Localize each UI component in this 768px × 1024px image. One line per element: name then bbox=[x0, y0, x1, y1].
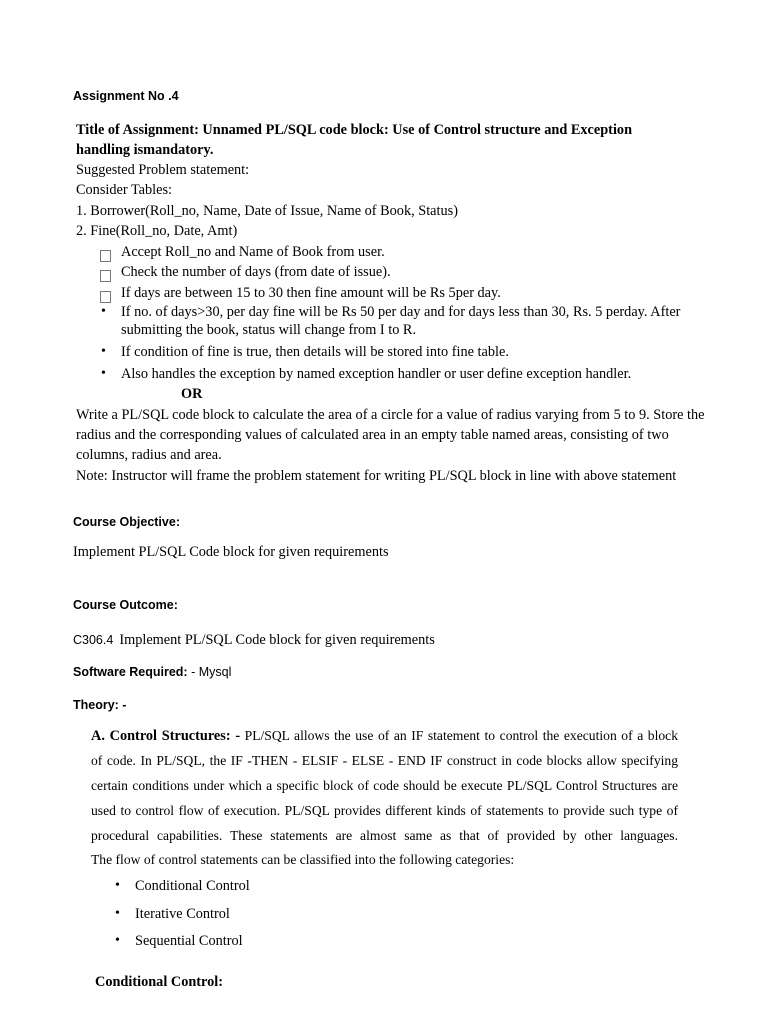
instructor-note: Note: Instructor will frame the problem statement for writing PL/SQL block in line with above statement bbox=[76, 468, 677, 484]
course-objective-heading: Course Objective: bbox=[73, 515, 180, 529]
bullet-dot-icon: • bbox=[115, 878, 120, 893]
assignment-title-line2: handling ismandatory. bbox=[76, 142, 214, 158]
bullet-dot-icon: • bbox=[115, 906, 120, 921]
control-structures-line bbox=[91, 728, 678, 753]
table-item-fine: 2. Fine(Roll_no, Date, Amt) bbox=[76, 223, 238, 239]
theory-heading: Theory: - bbox=[73, 698, 127, 712]
step-item: If condition of fine is true, then details will be stored into fine table. bbox=[121, 344, 509, 360]
conditional-control-heading: Conditional Control: bbox=[95, 974, 224, 990]
control-structures-line: procedural capabilities. These statements are almost same as that of provided by other languages. bbox=[91, 828, 678, 843]
course-objective-text: Implement PL/SQL Code block for given requirements bbox=[73, 544, 389, 560]
course-outcome-heading: Course Outcome: bbox=[73, 598, 178, 612]
suggested-problem-label: Suggested Problem statement: bbox=[76, 162, 250, 178]
control-structures-line: The flow of control statements can be classified into the following categories: bbox=[91, 852, 515, 867]
control-structures-line: certain conditions under which a specific block of code should be execute PL/SQL Control Structures are bbox=[91, 778, 678, 793]
control-structures-line: of code. In PL/SQL, the IF -THEN - ELSIF - ELSE - END IF construct in code blocks allow specifying bbox=[91, 753, 678, 768]
category-item: Conditional Control bbox=[135, 878, 250, 894]
assignment-number: Assignment No .4 bbox=[73, 89, 179, 103]
control-structures-line: used to control flow of execution. PL/SQL provides different kinds of statements to provide such type of bbox=[91, 803, 678, 818]
assignment-title-line1: Title of Assignment: Unnamed PL/SQL code block: Use of Control structure and Exception bbox=[76, 122, 633, 138]
step-item: If no. of days>30, per day fine will be Rs 50 per day and for days less than 30, Rs. 5 perday. After bbox=[121, 304, 681, 320]
course-outcome-code: C306.4 bbox=[73, 633, 114, 647]
box-bullet-icon bbox=[100, 268, 111, 286]
category-item: Sequential Control bbox=[135, 933, 243, 949]
category-item: Iterative Control bbox=[135, 906, 230, 922]
step-item: If days are between 15 to 30 then fine amount will be Rs 5per day. bbox=[121, 285, 501, 301]
software-required-value: - Mysql bbox=[187, 665, 232, 679]
control-structures-heading: A. Control Structures: - bbox=[91, 728, 241, 744]
or-separator: OR bbox=[181, 386, 203, 402]
consider-tables-label: Consider Tables: bbox=[76, 182, 173, 198]
step-item: Also handles the exception by named exception handler or user define exception handler. bbox=[121, 366, 632, 382]
course-outcome-text: Implement PL/SQL Code block for given requirements bbox=[119, 632, 435, 648]
step-item: Accept Roll_no and Name of Book from user. bbox=[121, 244, 385, 260]
box-bullet-icon bbox=[100, 248, 111, 266]
step-item: Check the number of days (from date of issue). bbox=[121, 264, 391, 280]
software-required-line bbox=[73, 665, 231, 679]
bullet-dot-icon: • bbox=[115, 933, 120, 948]
alt-problem-line: columns, radius and area. bbox=[76, 447, 222, 463]
alt-problem-line: Write a PL/SQL code block to calculate the area of a circle for a value of radius varying from 5 to 9. Store the bbox=[76, 407, 705, 423]
alt-problem-line: radius and the corresponding values of calculated area in an empty table named areas, consisting of two bbox=[76, 427, 669, 443]
bullet-dot-icon: • bbox=[101, 344, 106, 359]
table-item-borrower: 1. Borrower(Roll_no, Name, Date of Issue, Name of Book, Status) bbox=[76, 203, 458, 219]
bullet-dot-icon: • bbox=[101, 304, 106, 319]
bullet-dot-icon: • bbox=[101, 366, 106, 381]
course-outcome-line bbox=[73, 631, 435, 649]
control-text: PL/SQL allows the use of an IF statement to control the execution of a block bbox=[240, 728, 678, 743]
step-item-continued: submitting the book, status will change from I to R. bbox=[121, 322, 417, 338]
software-required-label: Software Required: bbox=[73, 665, 188, 679]
